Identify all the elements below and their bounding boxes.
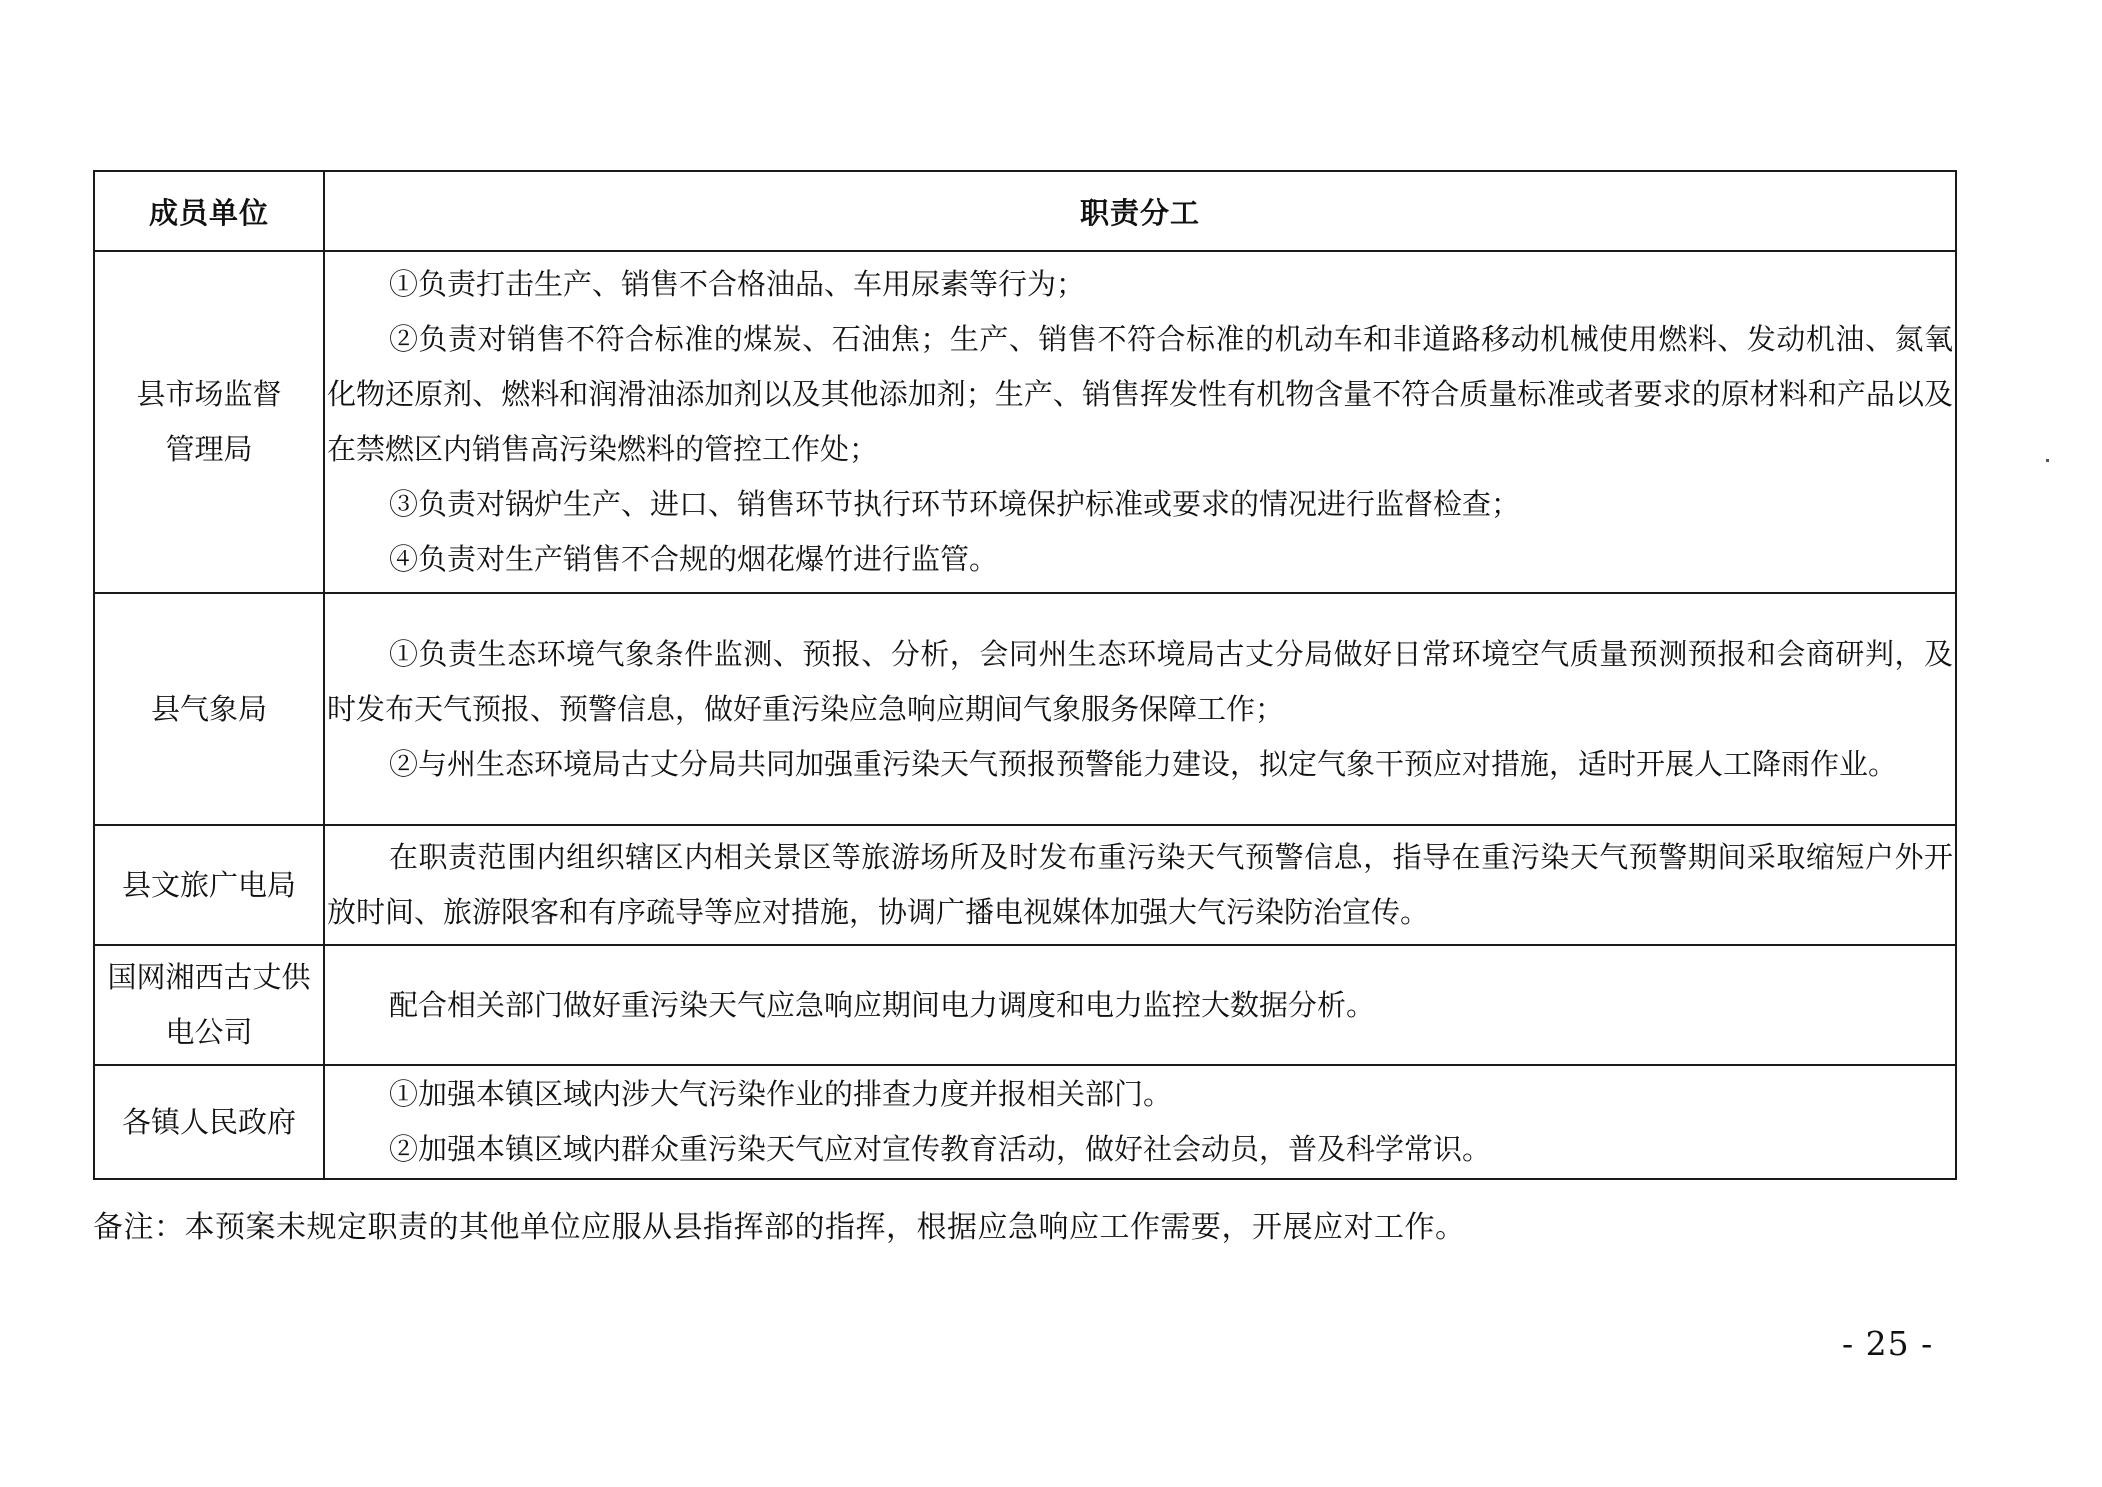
member-unit-cell	[94, 825, 324, 945]
duty-table	[93, 170, 1957, 1180]
member-unit-cell	[94, 251, 324, 593]
header-member-unit: 成员单位	[94, 171, 324, 251]
member-unit-name: 县文旅广电局	[121, 867, 296, 902]
duty-item: ①负责打击生产、销售不合格油品、车用尿素等行为；	[389, 267, 1086, 301]
footnote-remark: 备注：本预案未规定职责的其他单位应服从县指挥部的指挥，根据应急响应工作需要，开展应对工作。	[93, 1210, 1466, 1245]
table-row	[94, 1065, 1956, 1179]
header-duty-division: 职责分工	[324, 171, 1956, 251]
duty-cell	[324, 251, 1956, 593]
duty-item: ①加强本镇区域内涉大气污染作业的排查力度并报相关部门。	[389, 1077, 1173, 1111]
duty-item: ②加强本镇区域内群众重污染天气应对宣传教育活动，做好社会动员，普及科学常识。	[389, 1132, 1492, 1166]
duty-item: 在职责范围内组织辖区内相关景区等旅游场所及时发布重污染天气预警信息，指导在重污染天气预警期间采取缩短户外开放时间、旅游限客和有序疏导等应对措施，协调广播电视媒体加强大气污染防治宣传。	[327, 840, 1953, 929]
table-row	[94, 593, 1956, 825]
duty-cell	[324, 1065, 1956, 1179]
member-unit-name: 国网湘西古丈供	[107, 960, 311, 994]
duty-item: ①负责生态环境气象条件监测、预报、分析，会同州生态环境局古丈分局做好日常环境空气质量预测预报和会商研判，及时发布天气预报、预警信息，做好重污染应急响应期间气象服务保障工作；	[327, 636, 1953, 726]
duty-item: ②与州生态环境局古丈分局共同加强重污染天气预报预警能力建设，拟定气象干预应对措施，适时开展人工降雨作业。	[389, 746, 1898, 781]
duty-cell	[324, 825, 1956, 945]
member-unit-name: 各镇人民政府	[121, 1104, 296, 1139]
duty-item: ④负责对生产销售不合规的烟花爆竹进行监管。	[389, 542, 999, 576]
duty-item: ③负责对锅炉生产、进口、销售环节执行环节环境保护标准或要求的情况进行监督检查；	[389, 487, 1521, 521]
member-unit-name: 县市场监督	[136, 377, 282, 411]
table-row	[94, 251, 1956, 593]
table-row	[94, 825, 1956, 945]
member-unit-cell	[94, 593, 324, 825]
duty-cell	[324, 593, 1956, 825]
duty-item: 配合相关部门做好重污染天气应急响应期间电力调度和电力监控大数据分析。	[389, 987, 1376, 1022]
member-unit-name: 管理局	[165, 432, 253, 466]
table-header-row	[94, 171, 1956, 251]
scan-speck	[2046, 459, 2049, 462]
member-unit-name: 县气象局	[150, 691, 267, 726]
member-unit-cell	[94, 945, 324, 1065]
member-unit-cell	[94, 1065, 324, 1179]
page-number: - 25 -	[1842, 1324, 1934, 1363]
member-unit-name: 电公司	[165, 1015, 253, 1049]
table-row	[94, 945, 1956, 1065]
duty-cell	[324, 945, 1956, 1065]
duty-item: ②负责对销售不符合标准的煤炭、石油焦；生产、销售不符合标准的机动车和非道路移动机械使用燃料、发动机油、氮氧化物还原剂、燃料和润滑油添加剂以及其他添加剂；生产、销售挥发性有机物含量不符合质量标准或者要求的原材料和产品以及在禁燃区内销售高污染燃料的管控工作处；	[327, 322, 1953, 466]
